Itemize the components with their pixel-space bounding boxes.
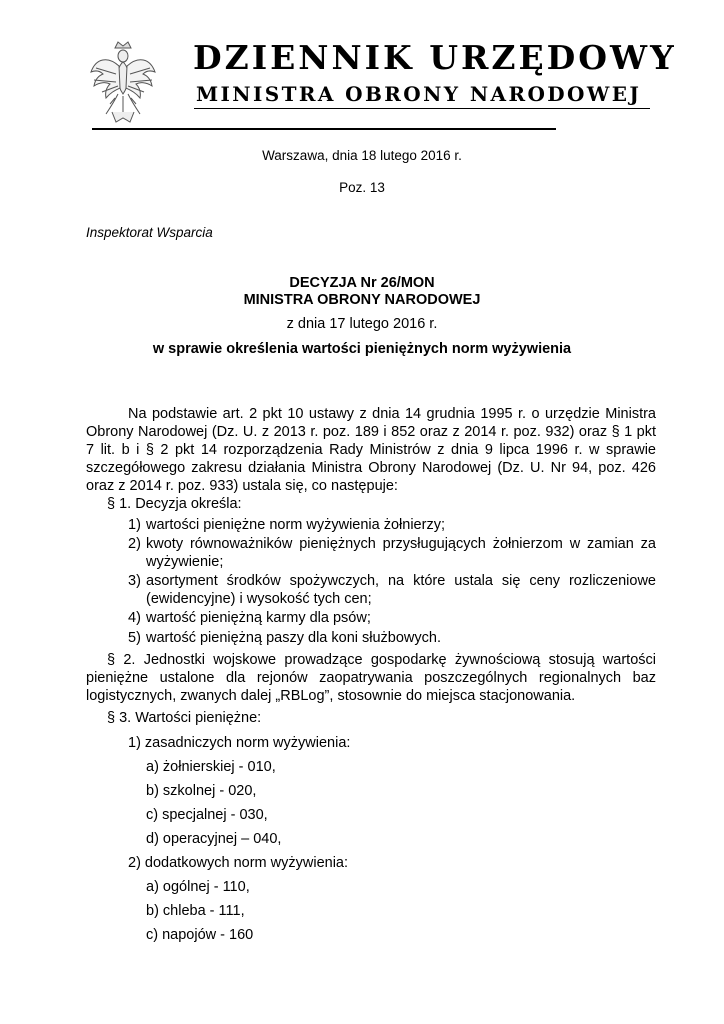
list-item-number: 4)	[128, 610, 141, 626]
sub-item: b) szkolnej - 020,	[146, 783, 257, 799]
list-item	[128, 609, 656, 627]
decision-subject: w sprawie określenia wartości pieniężnych norm wyżywienia	[152, 341, 572, 357]
sub-item: d) operacyjnej – 040,	[146, 831, 282, 847]
masthead-divider-thin	[194, 108, 650, 109]
sub-item: b) chleba - 111,	[146, 903, 245, 919]
masthead-title: DZIENNIK URZĘDOWY	[193, 38, 677, 77]
preamble-paragraph	[86, 405, 656, 495]
list-item	[128, 572, 656, 608]
masthead-divider-thick	[92, 128, 556, 130]
section-2-paragraph	[86, 651, 656, 705]
section-2-text: § 2. Jednostki wojskowe prowadzące gospodarkę żywnościową stosują wartości pieniężne ustalone dla rejonów zaopatrywania poszczególnych regionalnych baz logistycznych, zwanych dalej „RBLog”, stosownie do miejsca stacjonowania.	[86, 652, 656, 704]
list-item-text: kwoty równoważników pieniężnych przysługujących żołnierzom w zamian za wyżywienie;	[146, 536, 656, 570]
issuer: Inspektorat Wsparcia	[86, 225, 213, 240]
eagle-emblem-icon	[88, 38, 158, 126]
list-item-number: 5)	[128, 630, 141, 646]
decision-authority: MINISTRA OBRONY NARODOWEJ	[243, 292, 481, 308]
sub-item: c) napojów - 160	[146, 927, 254, 943]
sub-item: a) ogólnej - 110,	[146, 879, 250, 895]
list-item-number: 2)	[128, 536, 141, 552]
sub-item: c) specjalnej - 030,	[146, 807, 268, 823]
list-item	[128, 516, 656, 534]
masthead	[88, 36, 677, 136]
list-item-number: 1)	[128, 517, 141, 533]
decision-date: z dnia 17 lutego 2016 r.	[286, 316, 438, 332]
list-item-number: 3)	[128, 573, 141, 589]
section-3-item-1: 1) zasadniczych norm wyżywienia:	[128, 735, 351, 751]
list-item-text: asortyment środków spożywczych, na które ustala się ceny rozliczeniowe (ewidencyjne) i wysokość tych cen;	[146, 573, 656, 607]
section-1-heading: § 1. Decyzja określa:	[107, 496, 242, 512]
position-number: Poz. 13	[339, 180, 385, 195]
list-item	[128, 535, 656, 571]
sub-item: a) żołnierskiej - 010,	[146, 759, 276, 775]
decision-number: DECYZJA Nr 26/MON	[289, 275, 435, 291]
section-3-heading: § 3. Wartości pieniężne:	[107, 710, 262, 726]
list-item	[128, 629, 656, 647]
place-date: Warszawa, dnia 18 lutego 2016 r.	[262, 148, 462, 163]
list-item-text: wartość pieniężną karmy dla psów;	[146, 610, 371, 626]
section-3-item-2: 2) dodatkowych norm wyżywienia:	[128, 855, 349, 871]
masthead-subtitle: MINISTRA OBRONY NARODOWEJ	[196, 82, 642, 106]
preamble-text: Na podstawie art. 2 pkt 10 ustawy z dnia 14 grudnia 1995 r. o urzędzie Ministra Obrony Narodowej (Dz. U. z 2013 r. poz. 189 i 852 oraz z 2014 r. poz. 932) oraz § 1 pkt 7 lit. b i § 2 pkt 14 rozporządzenia Rady Ministrów z dnia 9 lipca 1996 r. w sprawie szczegółowego zakresu działania Ministra Obrony Narodowej (Dz. U. Nr 94, poz. 426 oraz z 2014 r. poz. 933) ustala się, co następuje:	[86, 406, 656, 494]
list-item-text: wartość pieniężną paszy dla koni służbowych.	[146, 630, 441, 646]
list-item-text: wartości pieniężne norm wyżywienia żołnierzy;	[146, 517, 445, 533]
